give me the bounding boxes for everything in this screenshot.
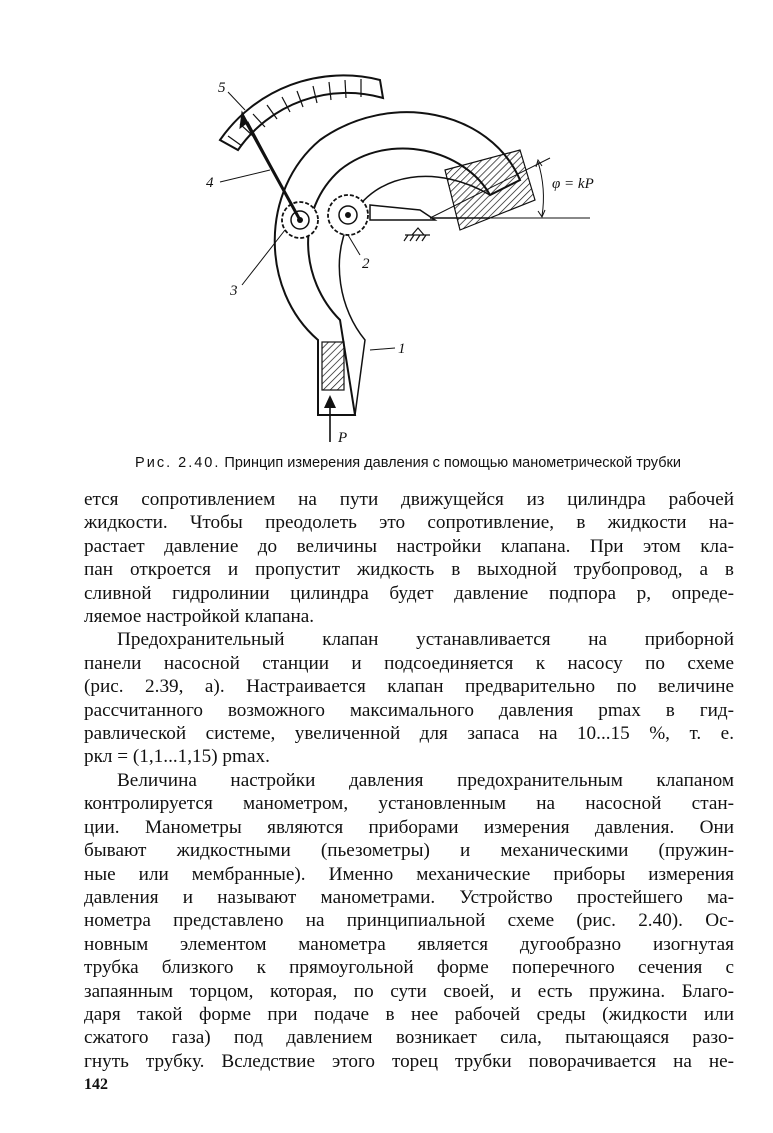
fixed-support <box>404 228 430 241</box>
label-3: 3 <box>230 283 238 299</box>
text-line: Величина настройки давления предохранительным клапаном <box>117 769 734 791</box>
caption-text: Принцип измерения давления с помощью манометрической трубки <box>224 455 681 471</box>
text-line: бывают жидкостными (пьезометры) и механическими (пружин- <box>84 840 734 862</box>
text-line: Предохранительный клапан устанавливается на приборной <box>117 629 734 651</box>
label-pressure: P <box>338 430 348 446</box>
text-line: ции. Манометры являются приборами измерения давления. Они <box>84 816 734 838</box>
gear-right <box>328 195 368 235</box>
page-number: 142 <box>84 1076 108 1093</box>
label-1: 1 <box>398 341 406 357</box>
text-line: пан откроется и пропустит жидкость в выходной трубопровод, а в <box>84 559 734 581</box>
bourdon-tube <box>275 112 520 415</box>
sector-lever <box>370 205 435 220</box>
text-line: новным элементом манометра является дугообразно изогнутая <box>84 933 734 955</box>
figure-caption <box>78 455 738 471</box>
text-line: растает давление до величины настройки клапана. При этом кла- <box>84 535 734 557</box>
text-line: ляемое настройкой клапана. <box>84 606 315 628</box>
text-line: равлической системе, увеличенной для запаса на 10...15 %, т. е. <box>84 723 734 745</box>
text-line: сливной гидролинии цилиндра будет давление подпора p, опреде- <box>84 582 734 604</box>
text-line: даря такой форме при подаче в нее рабочей среды (жидкости или <box>84 1003 734 1025</box>
pointer-shaft <box>245 120 300 220</box>
text-line: трубка близкого к прямоугольной форме поперечного сечения с <box>84 957 734 979</box>
text-line: гнуть трубку. Вследствие этого торец трубки поворачивается на не- <box>84 1050 734 1072</box>
text-line: ется сопротивлением на пути движущейся из цилиндра рабочей <box>84 489 734 510</box>
phi-arc <box>538 162 543 216</box>
body-text <box>84 488 734 1073</box>
text-line: давления и называют манометрами. Устройство простейшего ма- <box>84 886 734 908</box>
label-5: 5 <box>218 80 226 96</box>
paragraph-2 <box>84 628 734 768</box>
text-line: запаянным торцом, которая, по сути своей, и есть пружина. Благо- <box>84 980 734 1002</box>
text-line: контролируется манометром, установленным на насосной стан- <box>84 793 734 815</box>
text-line: нометра представлено на принципиальной схеме (рис. 2.40). Ос- <box>84 910 734 932</box>
label-2: 2 <box>362 256 370 272</box>
text-line: pкл = (1,1...1,15) pmax. <box>84 746 270 768</box>
tube-inlet-hatch <box>322 342 344 390</box>
manometer-figure <box>190 70 660 450</box>
text-line: ные или мембранные). Именно механические приборы измерения <box>84 863 734 885</box>
paragraph-1 <box>84 488 734 628</box>
text-line: жидкости. Чтобы преодолеть это сопротивление, в жидкости на- <box>84 512 734 534</box>
label-4: 4 <box>206 175 214 191</box>
caption-prefix: Рис. 2.40. <box>135 455 221 471</box>
text-line: (рис. 2.39, а). Настраивается клапан предварительно по величине <box>84 676 734 698</box>
text-line: сжатого газа) под давлением возникает сила, пытающаяся разо- <box>84 1027 734 1049</box>
text-line: панели насосной станции и подсоединяется к насосу по схеме <box>84 652 734 674</box>
manometer-diagram <box>190 70 660 450</box>
text-line: рассчитанного возможного максимального давления pmax в гид- <box>84 699 734 721</box>
phi-formula: φ = kP <box>552 176 594 192</box>
paragraph-3 <box>84 769 734 1073</box>
